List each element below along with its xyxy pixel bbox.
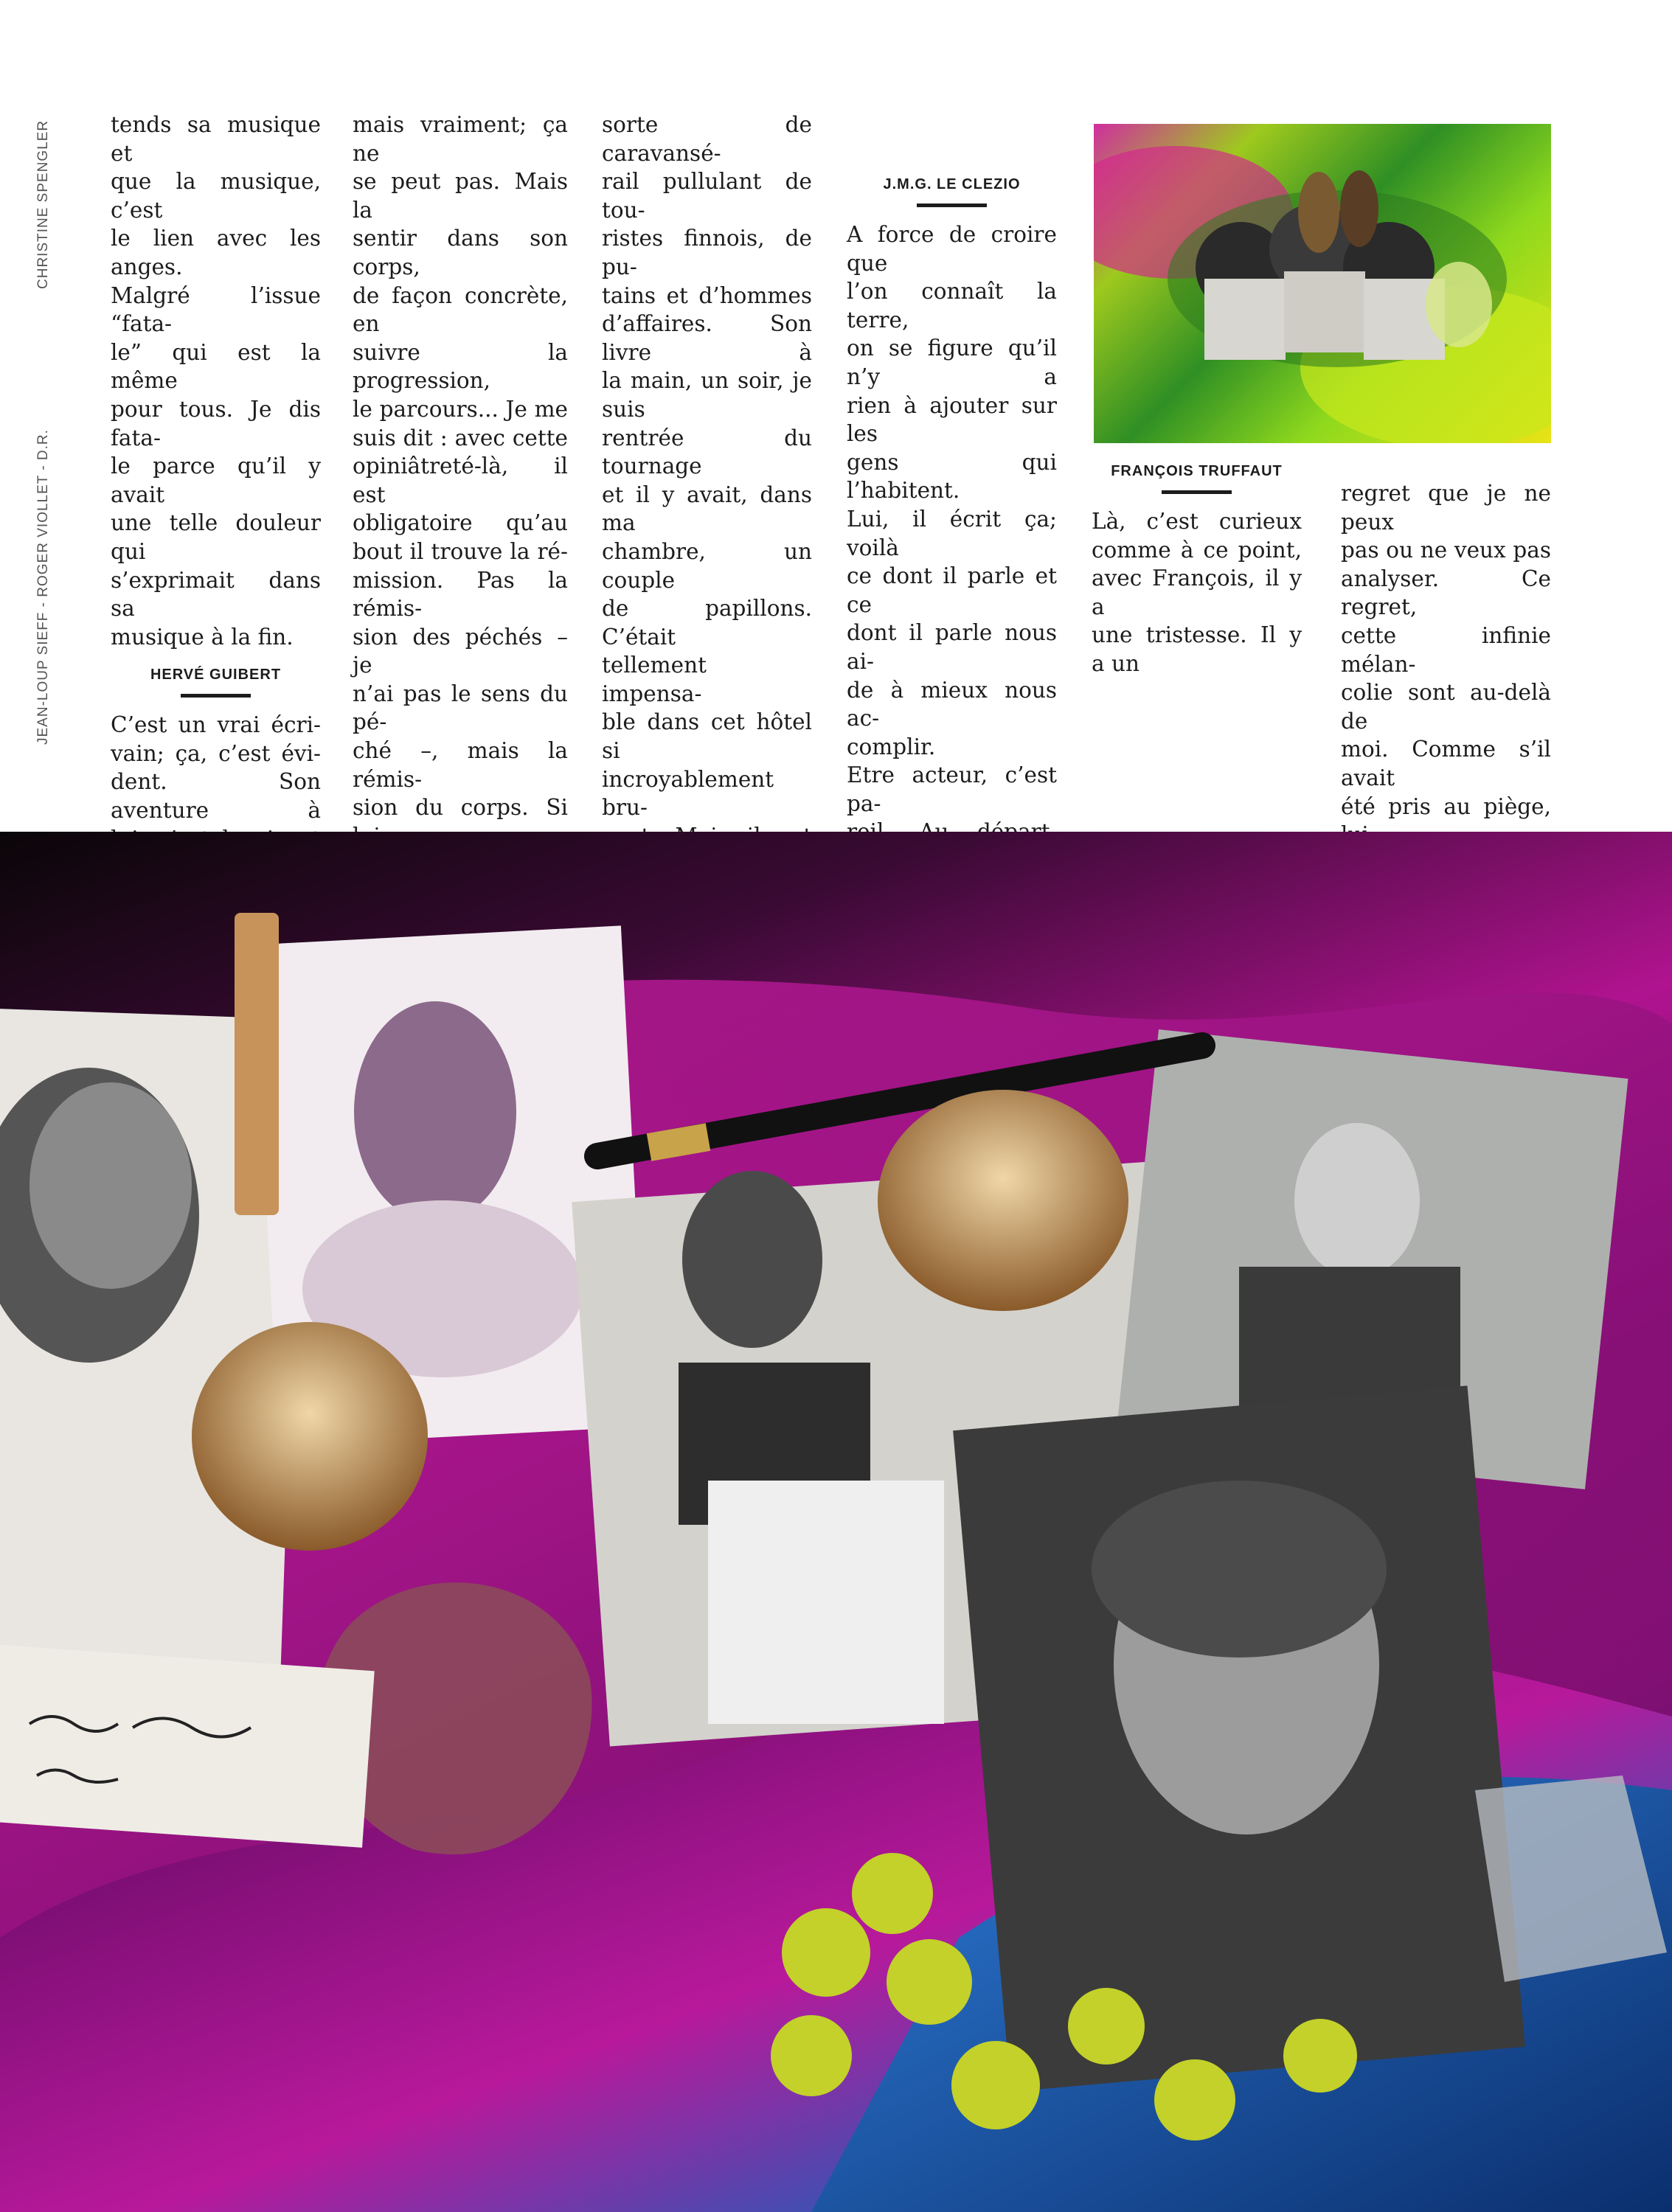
text-line: obligatoire qu’au xyxy=(353,510,568,536)
text-line: vain; ça, c’est évi- xyxy=(111,740,321,766)
still-life-inset-photo xyxy=(1094,124,1551,443)
seashell-right xyxy=(878,1090,1128,1311)
text-line: le parce qu’il y avait xyxy=(111,453,321,507)
heading-herve-guibert: HERVÉ GUIBERT xyxy=(150,667,282,684)
text-line: pas ou ne veux pas xyxy=(1341,538,1551,563)
heading-rule xyxy=(1162,490,1232,494)
text-line: avec François, il y a xyxy=(1092,566,1302,619)
text-line: moi. Comme s’il avait xyxy=(1341,737,1551,790)
photo-credit-left: JEAN-LOUP SIEFF - ROGER VIOLLET - D.R. xyxy=(35,429,51,745)
text-line: Lui, il écrit ça; voilà xyxy=(847,506,1057,560)
text-line: sorte de caravansé- xyxy=(602,112,812,166)
text-line: opiniâtreté-là, il est xyxy=(353,453,568,507)
column2-paragraph-1 xyxy=(353,111,568,936)
text-line: ble dans cet hôtel si xyxy=(602,709,812,764)
text-line: Malgré l’issue “fata- xyxy=(111,282,321,337)
text-line: de façon concrète, en xyxy=(353,282,568,337)
text-line: Là, c’est curieux xyxy=(1092,509,1302,534)
text-line: colie sont au-delà de xyxy=(1341,680,1551,734)
text-line: rentrée du tournage xyxy=(602,425,812,479)
text-line: rien à ajouter sur les xyxy=(847,392,1057,447)
text-line: gens qui l’habitent. xyxy=(847,449,1057,504)
text-column-5 xyxy=(1092,445,1302,678)
photo-le-clezio xyxy=(953,1385,1525,2092)
text-line: se peut pas. Mais la xyxy=(353,169,568,223)
text-line: tends sa musique et xyxy=(111,112,321,166)
text-line: dont il parle nous ai- xyxy=(847,620,1057,674)
text-line: d’affaires. Son livre à xyxy=(602,311,812,365)
text-line: tellement impensa- xyxy=(602,653,707,706)
text-line: le” qui est la même xyxy=(111,339,321,394)
text-line: ce dont il parle et ce xyxy=(847,563,1057,617)
text-line: mission. Pas la rémis- xyxy=(353,567,568,622)
text-line: n’ai pas le sens du pé- xyxy=(353,681,568,735)
text-line: sentir dans son corps, xyxy=(353,226,568,279)
inset-photo-art xyxy=(1094,124,1551,443)
text-line: A force de croire que xyxy=(847,222,1057,276)
text-line: une tristesse. Il y a un xyxy=(1092,622,1302,676)
text-line: le parcours... Je me xyxy=(353,396,568,422)
text-line: regret que je ne peux xyxy=(1341,481,1551,535)
text-line: cette infinie mélan- xyxy=(1341,622,1551,677)
text-line: bout il trouve la ré- xyxy=(353,538,568,564)
text-line: de à mieux nous ac- xyxy=(847,677,1057,731)
text-line: le lien avec les anges. xyxy=(111,226,321,279)
text-line: rail pullulant de tou- xyxy=(602,169,812,223)
text-line: musique à la fin. xyxy=(111,624,294,650)
text-line: suis dit : avec cette xyxy=(353,425,568,451)
text-line: ristes finnois, de pu- xyxy=(602,226,812,279)
text-line: s’exprimait dans sa xyxy=(111,567,321,622)
text-line: incroyablement bru- xyxy=(602,766,774,821)
text-line: la main, un soir, je suis xyxy=(602,368,812,422)
column5-paragraph-1 xyxy=(1092,507,1302,678)
text-line: comme à ce point, xyxy=(1092,537,1302,563)
text-line: sion du corps. Si xyxy=(353,795,568,821)
still-life-main-photo xyxy=(0,832,1672,2212)
text-line: C’est un vrai écri- xyxy=(111,712,321,738)
photo-credit-top: CHRISTINE SPENGLER xyxy=(35,119,51,289)
text-line: analyser. Ce regret, xyxy=(1341,566,1551,620)
text-line: sion des péchés – je xyxy=(353,624,568,678)
heading-jmg-le-clezio: J.M.G. LE CLEZIO xyxy=(883,176,1021,192)
text-line: de papillons. C’était xyxy=(602,596,812,650)
heading-francois-truffaut: FRANÇOIS TRUFFAUT xyxy=(1111,463,1283,479)
text-line: Etre acteur, c’est pa- xyxy=(847,762,1057,816)
text-line: mais vraiment; ça ne xyxy=(353,112,568,166)
column1-paragraph-1 xyxy=(111,111,321,651)
text-line: que la musique, c’est xyxy=(111,169,321,223)
heading-rule xyxy=(917,204,987,207)
bookmark xyxy=(235,913,279,1215)
main-photo-art xyxy=(0,832,1672,2212)
handwritten-letter xyxy=(0,1644,375,1848)
text-line: complir. xyxy=(847,734,936,759)
text-line: et il y avait, dans ma xyxy=(602,481,812,536)
text-line: pour tous. Je dis fata- xyxy=(111,396,321,451)
text-line: l’on connaît la terre, xyxy=(847,279,1057,333)
text-line: ché –, mais la rémis- xyxy=(353,738,568,792)
text-line: tains et d’hommes xyxy=(602,282,812,308)
text-line: dent. Son aventure à xyxy=(111,769,321,824)
heading-rule xyxy=(181,694,251,698)
text-line: une telle douleur qui xyxy=(111,510,321,564)
text-line: suivre la progression, xyxy=(353,339,568,394)
text-line: on se figure qu’il n’y a xyxy=(847,335,1057,389)
text-line: chambre, un couple xyxy=(602,538,812,593)
text-line: été pris au piège, xyxy=(1341,793,1551,819)
seashell-left xyxy=(192,1322,428,1551)
